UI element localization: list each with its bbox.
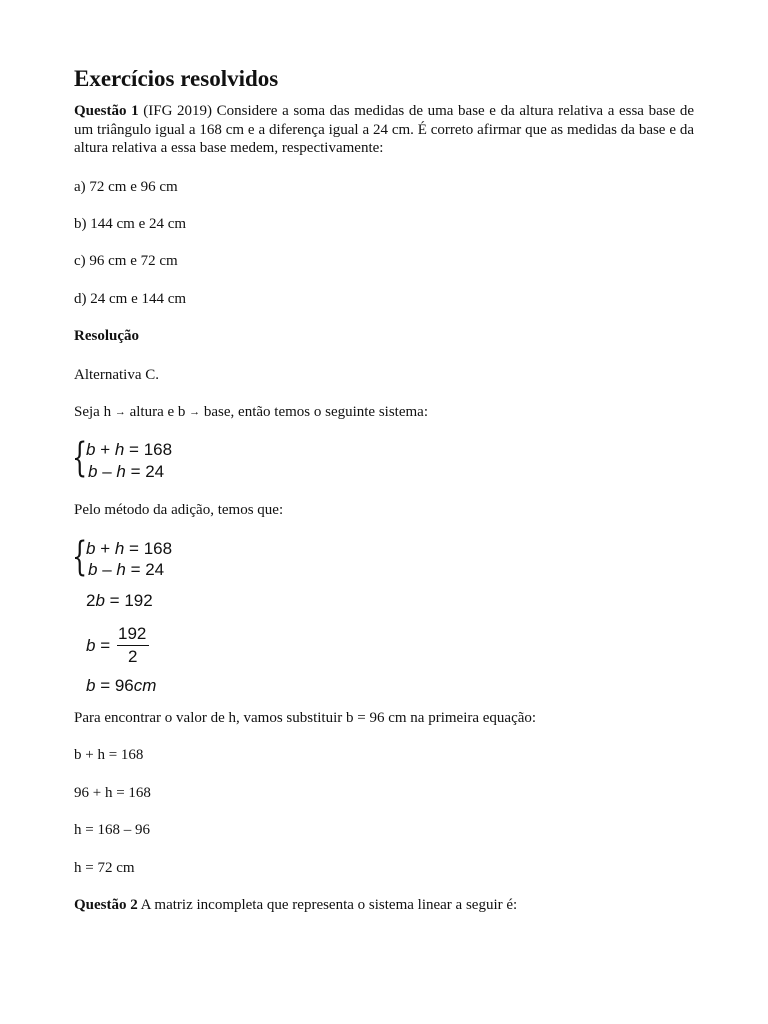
arrow-icon: → <box>114 406 126 418</box>
equation-sum: b + h = 168 <box>86 539 173 558</box>
resolution-heading: Resolução <box>74 328 139 344</box>
option-d: d) 24 cm e 144 cm <box>74 291 187 307</box>
variables-definition: Seja h → altura e b → base, então temos o seguinte sistema: <box>74 404 429 420</box>
equation-b-result: b = 96cm <box>86 676 157 695</box>
equation-difference: b – h = 24 <box>88 560 165 579</box>
step-1: b + h = 168 <box>74 747 144 763</box>
question-2-label: Questão 2 <box>74 897 138 913</box>
step-4: h = 72 cm <box>74 860 135 876</box>
equation-2b: 2b = 192 <box>86 591 153 610</box>
option-c: c) 96 cm e 72 cm <box>74 253 178 269</box>
resolution-answer: Alternativa C. <box>74 367 159 383</box>
step-3: h = 168 – 96 <box>74 822 150 838</box>
fraction-denominator: 2 <box>128 647 138 666</box>
arrow-icon: → <box>189 406 201 418</box>
system-brace: { <box>72 534 88 580</box>
question-1-statement: (IFG 2019) Considere a soma das medidas de uma base e da altura relativa a essa base de um triângulo igual a 168 cm e a diferença igual a 24 cm. É correto afirmar que as medidas da base e da altura relativa a essa base medem, respectivamente: <box>74 103 695 156</box>
system-brace: { <box>72 435 88 481</box>
fraction-bar <box>117 645 149 646</box>
equation-sum: b + h = 168 <box>86 440 173 459</box>
substitute-text: Para encontrar o valor de h, vamos substituir b = 96 cm na primeira equação: <box>74 710 537 726</box>
fraction-numerator: 192 <box>118 624 147 643</box>
fraction-lhs: b = <box>86 636 111 655</box>
equation-difference: b – h = 24 <box>88 462 165 481</box>
question-1-text <box>74 102 694 158</box>
question-1-label: Questão 1 <box>74 103 139 119</box>
question-2-text <box>74 897 517 914</box>
option-a: a) 72 cm e 96 cm <box>74 179 178 195</box>
option-b: b) 144 cm e 24 cm <box>74 216 187 232</box>
page-title: Exercícios resolvidos <box>74 66 279 91</box>
method-text: Pelo método da adição, temos que: <box>74 502 284 518</box>
step-2: 96 + h = 168 <box>74 785 151 801</box>
question-2-statement: A matriz incompleta que representa o sistema linear a seguir é: <box>137 897 518 913</box>
